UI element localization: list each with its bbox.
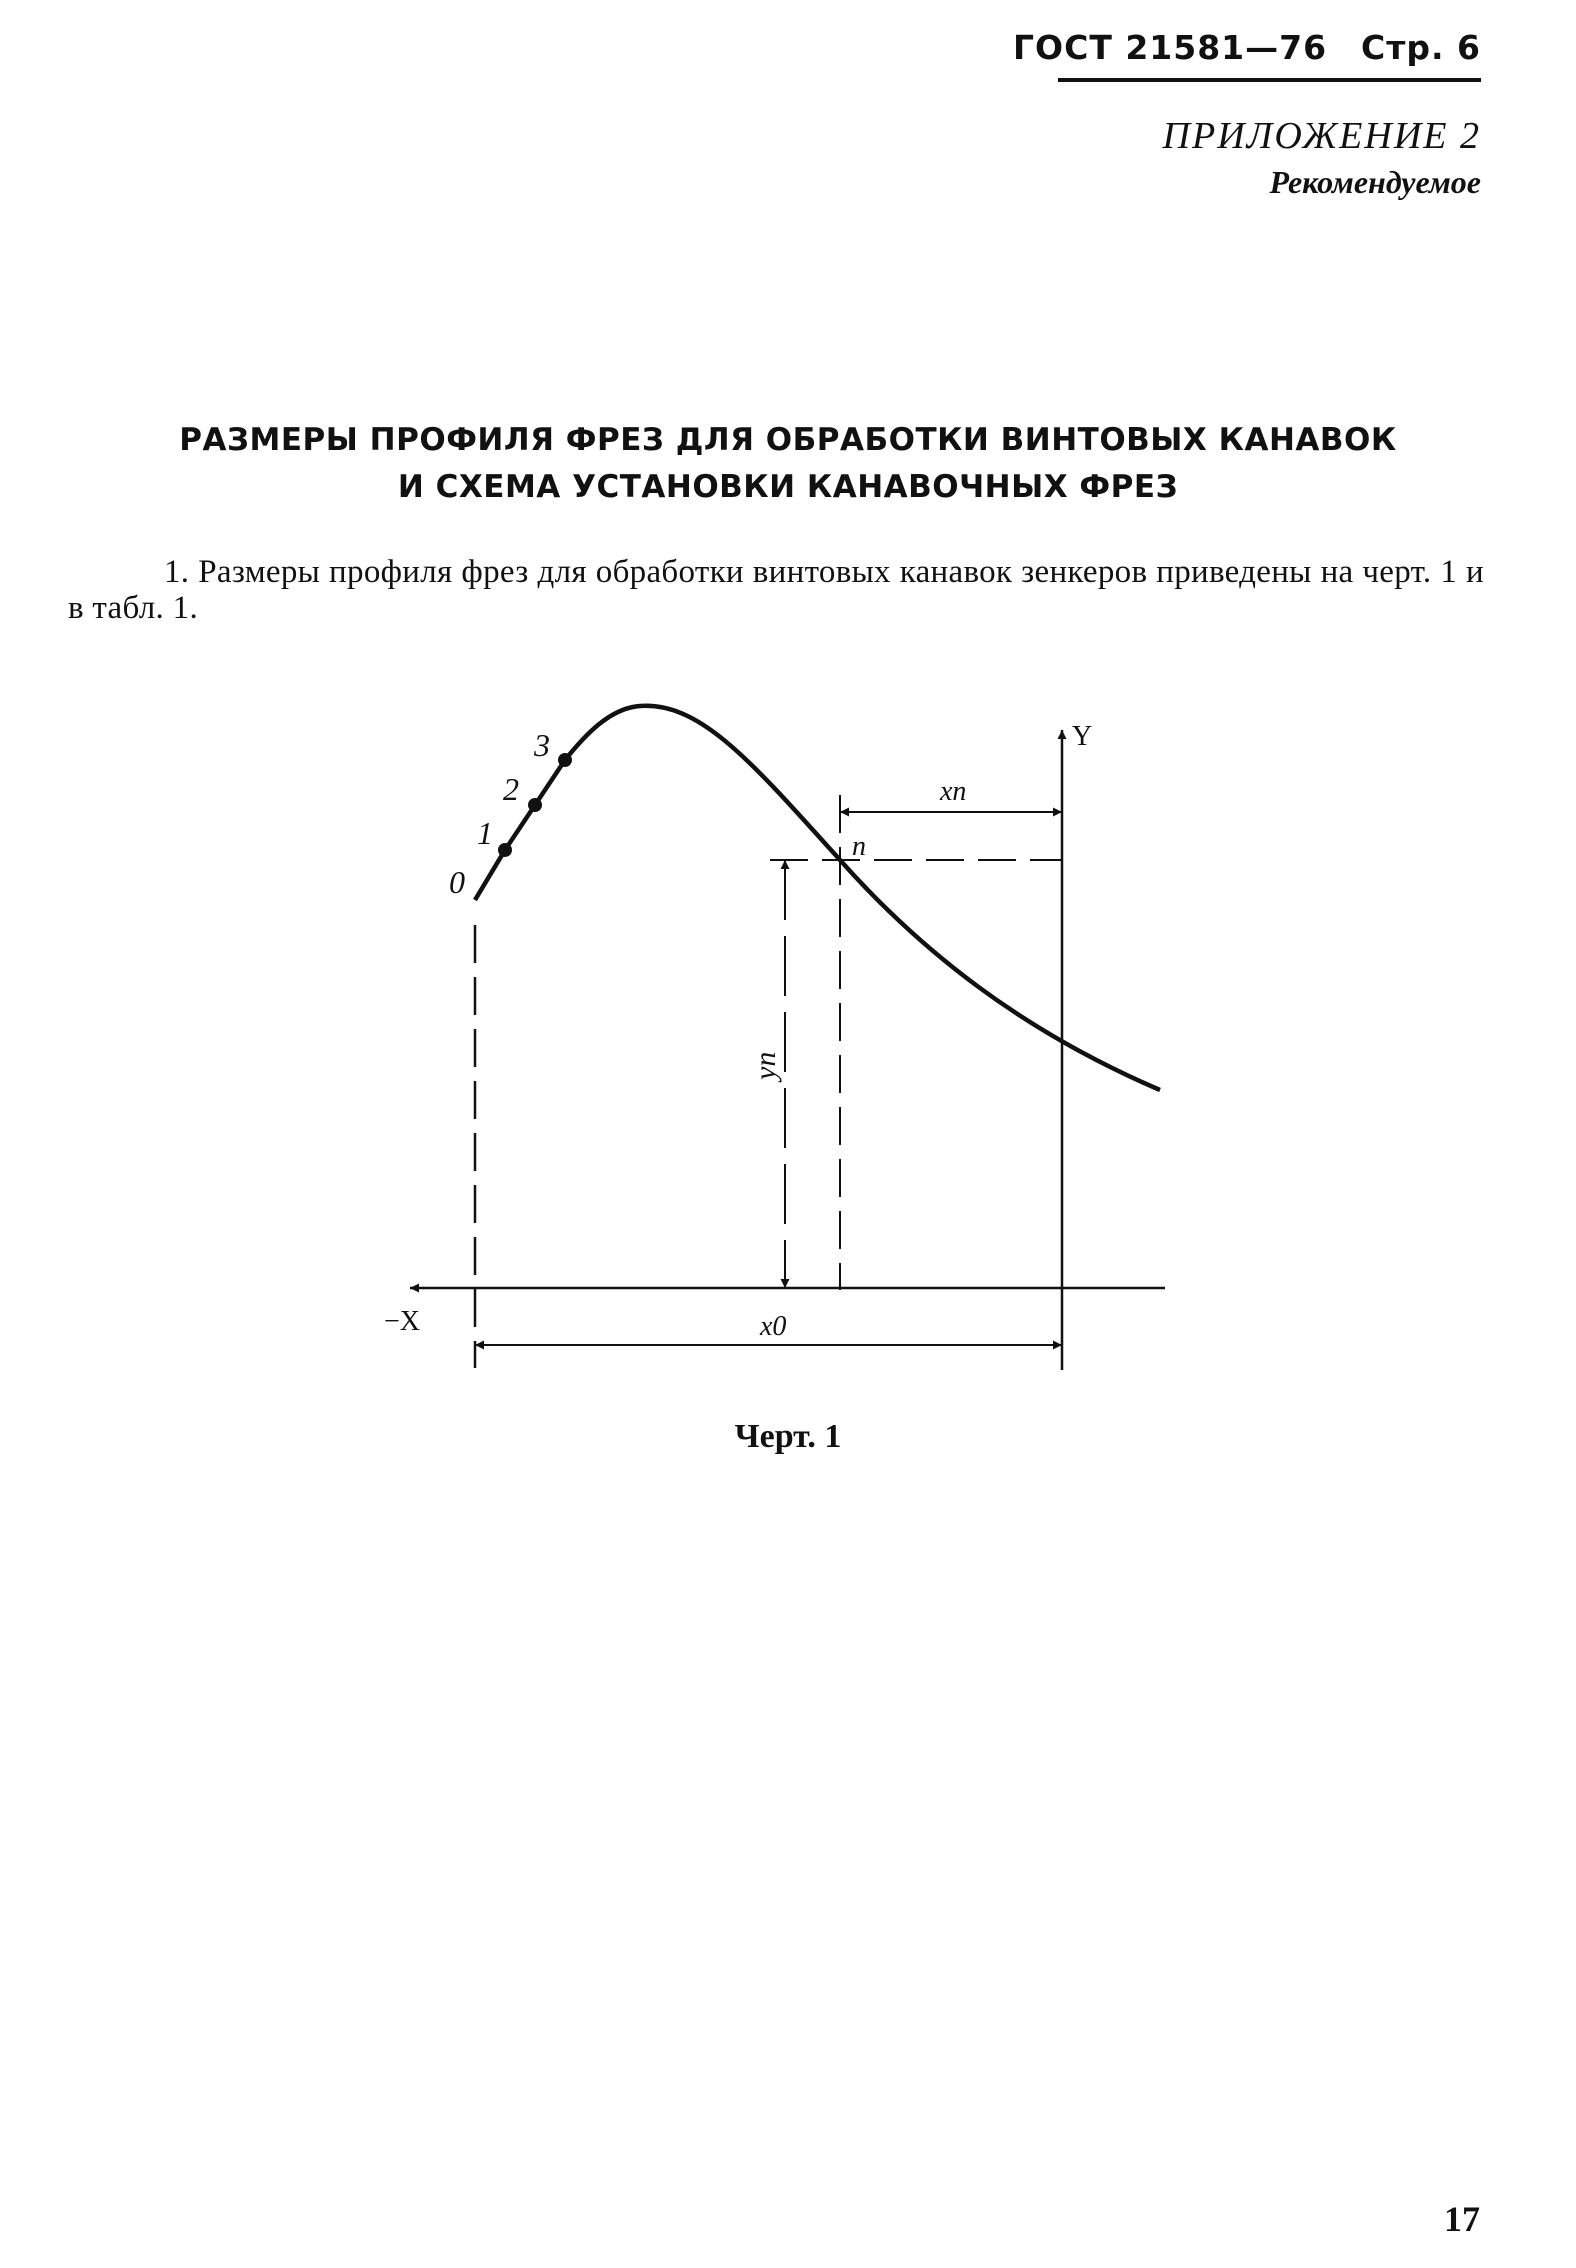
label-dim-xn: xn: [940, 776, 967, 807]
label-point-1: 1: [477, 815, 493, 851]
label-dim-x0: x0: [760, 1311, 787, 1342]
appendix-subtitle: Рекомендуемое: [1269, 164, 1481, 200]
profile-curve: [475, 706, 1160, 1090]
figure-caption: Черт. 1: [734, 1418, 842, 1455]
page-label: Стр. 6: [1361, 28, 1481, 67]
label-axis-y: Y: [1072, 721, 1093, 752]
page-number: 17: [1444, 2199, 1480, 2239]
label-dim-yn: yn: [749, 1051, 782, 1080]
label-point-n: n: [852, 831, 866, 862]
section-title-line-1: РАЗМЕРЫ ПРОФИЛЯ ФРЕЗ ДЛЯ ОБРАБОТКИ ВИНТОВЫХ КАНАВОК: [179, 422, 1397, 458]
section-title-line-2: И СХЕМА УСТАНОВКИ КАНАВОЧНЫХ ФРЕЗ: [397, 469, 1179, 505]
label-point-3: 3: [534, 727, 550, 763]
label-point-2: 2: [503, 771, 519, 807]
body-paragraph: 1. Размеры профиля фрез для обработки винтовых канавок зенкеров приведены на черт. 1 и в табл. 1.: [68, 554, 1484, 626]
label-axis-minus-x: −X: [384, 1306, 421, 1337]
standard-number: ГОСТ 21581—76: [1013, 28, 1328, 67]
label-point-0: 0: [449, 864, 465, 900]
point-1-marker: [498, 843, 512, 857]
appendix-title: ПРИЛОЖЕНИЕ 2: [1162, 115, 1481, 157]
point-2-marker: [528, 798, 542, 812]
point-3-marker: [558, 753, 572, 767]
